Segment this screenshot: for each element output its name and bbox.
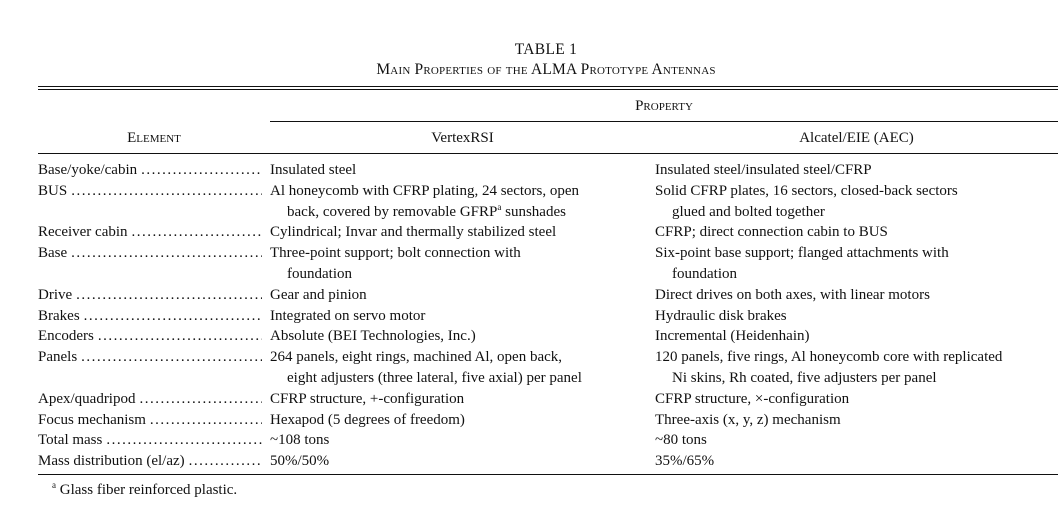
vertex-text: Three-point support; bolt connection with	[270, 245, 521, 262]
leader-dots	[84, 306, 262, 327]
element-label: Base	[38, 245, 68, 262]
alcatel-line: ~80 tons	[655, 432, 707, 449]
alcatel-line: Incremental (Heidenhain)	[655, 328, 810, 345]
vertex-cell	[270, 306, 655, 327]
vertex-cell	[270, 222, 655, 243]
vertex-text: foundation	[287, 265, 352, 282]
alcatel-line: Solid CFRP plates, 16 sectors, closed-back sectors	[655, 182, 958, 199]
property-header: Property	[635, 98, 693, 114]
element-label: Total mass	[38, 432, 103, 449]
element-cell	[38, 389, 270, 410]
alcatel-line: Hydraulic disk brakes	[655, 307, 787, 324]
table-row	[38, 451, 1060, 472]
alcatel-line: CFRP structure, ×-configuration	[655, 390, 850, 407]
element-label: BUS	[38, 182, 68, 199]
table-row	[38, 181, 1060, 223]
alcatel-cell	[655, 430, 1060, 451]
leader-dots	[132, 222, 262, 243]
bottom-rule	[38, 474, 1058, 475]
alcatel-line: Insulated steel/insulated steel/CFRP	[655, 162, 872, 178]
vertex-cell	[270, 285, 655, 306]
table-row	[38, 160, 1060, 181]
alcatel-cell	[655, 222, 1060, 243]
alcatel-cell	[655, 389, 1060, 410]
vertex-cell	[270, 347, 655, 389]
vertex-line	[270, 181, 655, 202]
element-cell	[38, 222, 270, 243]
alcatel-cell	[655, 285, 1060, 306]
alcatel-line: 35%/65%	[655, 453, 715, 470]
vertex-line	[270, 410, 655, 431]
vertex-text: Al honeycomb with CFRP plating, 24 sectors, open	[270, 182, 580, 199]
alcatel-line: CFRP; direct connection cabin to BUS	[655, 224, 888, 241]
vertex-line	[270, 389, 655, 410]
element-label: Encoders	[38, 328, 94, 345]
vertex-text: back, covered by removable GFRP	[287, 203, 498, 220]
vertex-cell	[270, 389, 655, 410]
table-subtitle: Main Properties of the ALMA Prototype Antennas	[376, 61, 716, 78]
alcatel-header: Alcatel/EIE (AEC)	[799, 130, 914, 146]
element-label: Panels	[38, 349, 78, 366]
vertex-cell	[270, 160, 655, 181]
vertex-line	[270, 306, 655, 327]
table-title: TABLE 1	[514, 41, 578, 58]
vertex-line	[270, 222, 655, 243]
alcatel-cell	[655, 181, 1060, 223]
table-row	[38, 285, 1060, 306]
vertex-text: Hexapod (5 degrees of freedom)	[270, 411, 465, 428]
vertex-line	[270, 202, 655, 223]
leader-dots	[141, 160, 262, 181]
element-label: Focus mechanism	[38, 411, 146, 428]
vertex-text: Insulated steel	[270, 162, 357, 178]
element-cell	[38, 430, 270, 451]
table-row	[38, 326, 1060, 347]
footnote-text: Glass fiber reinforced plastic.	[56, 482, 238, 498]
alcatel-cell	[655, 451, 1060, 472]
element-label: Receiver cabin	[38, 224, 128, 241]
element-label: Apex/quadripod	[38, 390, 136, 407]
element-cell	[38, 306, 270, 327]
vertex-cell	[270, 243, 655, 285]
vertex-line	[270, 451, 655, 472]
leader-dots	[71, 243, 262, 285]
element-label: Drive	[38, 286, 73, 303]
vertex-line	[270, 285, 655, 306]
vertex-line	[270, 430, 655, 451]
vertex-line	[270, 368, 655, 389]
vertex-text: Cylindrical; Invar and thermally stabilized steel	[270, 224, 557, 241]
element-cell	[38, 451, 270, 472]
alcatel-line: Ni skins, Rh coated, five adjusters per panel	[672, 369, 937, 386]
element-label: Brakes	[38, 307, 80, 324]
alcatel-cell	[655, 410, 1060, 431]
element-cell	[38, 181, 270, 223]
leader-dots	[81, 347, 262, 389]
top-rule-double	[38, 89, 1058, 90]
vertex-cell	[270, 181, 655, 223]
table-row	[38, 430, 1060, 451]
vertex-line	[270, 243, 655, 264]
vertex-line	[270, 160, 655, 181]
top-rule	[38, 86, 1058, 87]
vertex-text: Integrated on servo motor	[270, 307, 426, 324]
vertex-cell	[270, 451, 655, 472]
vertex-text-tail: sunshades	[501, 203, 566, 220]
alcatel-cell	[655, 243, 1060, 285]
table-body	[38, 160, 1060, 472]
vertex-line	[270, 347, 655, 368]
alcatel-cell	[655, 326, 1060, 347]
vertex-text: 264 panels, eight rings, machined Al, open back,	[270, 349, 563, 366]
vertex-line	[270, 264, 655, 285]
vertex-text: 50%/50%	[270, 453, 330, 470]
alcatel-cell	[655, 160, 1060, 181]
vertex-cell	[270, 430, 655, 451]
vertex-text: Gear and pinion	[270, 286, 367, 303]
element-cell	[38, 326, 270, 347]
footnote-mark: a	[52, 480, 56, 490]
vertex-cell	[270, 410, 655, 431]
element-label: Mass distribution (el/az)	[38, 453, 185, 470]
element-cell	[38, 347, 270, 389]
alcatel-line: Direct drives on both axes, with linear motors	[655, 286, 930, 303]
vertex-line	[270, 326, 655, 347]
property-rule	[270, 121, 1058, 122]
element-cell	[38, 285, 270, 306]
leader-dots	[150, 410, 262, 431]
element-label: Base/yoke/cabin	[38, 162, 138, 178]
element-cell	[38, 160, 270, 181]
table-row	[38, 222, 1060, 243]
leader-dots	[106, 430, 262, 451]
vertex-text: Absolute (BEI Technologies, Inc.)	[270, 328, 476, 345]
alcatel-line: foundation	[672, 265, 737, 282]
alcatel-line: 120 panels, five rings, Al honeycomb core with replicated	[655, 349, 1003, 366]
element-cell	[38, 410, 270, 431]
alcatel-cell	[655, 306, 1060, 327]
table-row	[38, 306, 1060, 327]
vertex-cell	[270, 326, 655, 347]
element-header: Element	[127, 130, 181, 146]
alcatel-line: glued and bolted together	[672, 203, 825, 220]
leader-dots	[189, 451, 262, 472]
leader-dots	[71, 181, 262, 223]
leader-dots	[98, 326, 262, 347]
footnote-ref: a	[497, 201, 502, 212]
element-cell	[38, 243, 270, 285]
leader-dots	[76, 285, 262, 306]
alcatel-line: Three-axis (x, y, z) mechanism	[655, 411, 841, 428]
table-row	[38, 243, 1060, 285]
leader-dots	[139, 389, 262, 410]
vertex-text: ~108 tons	[270, 432, 330, 449]
vertex-text: CFRP structure, +-configuration	[270, 390, 465, 407]
table-row	[38, 389, 1060, 410]
alcatel-cell	[655, 347, 1060, 389]
vertex-header: VertexRSI	[431, 130, 494, 146]
alcatel-line: Six-point base support; flanged attachments with	[655, 245, 949, 262]
table-row	[38, 347, 1060, 389]
vertex-text: eight adjusters (three lateral, five axial) per panel	[287, 369, 582, 386]
header-rule	[38, 153, 1058, 154]
footnote	[52, 482, 237, 499]
table-row	[38, 410, 1060, 431]
